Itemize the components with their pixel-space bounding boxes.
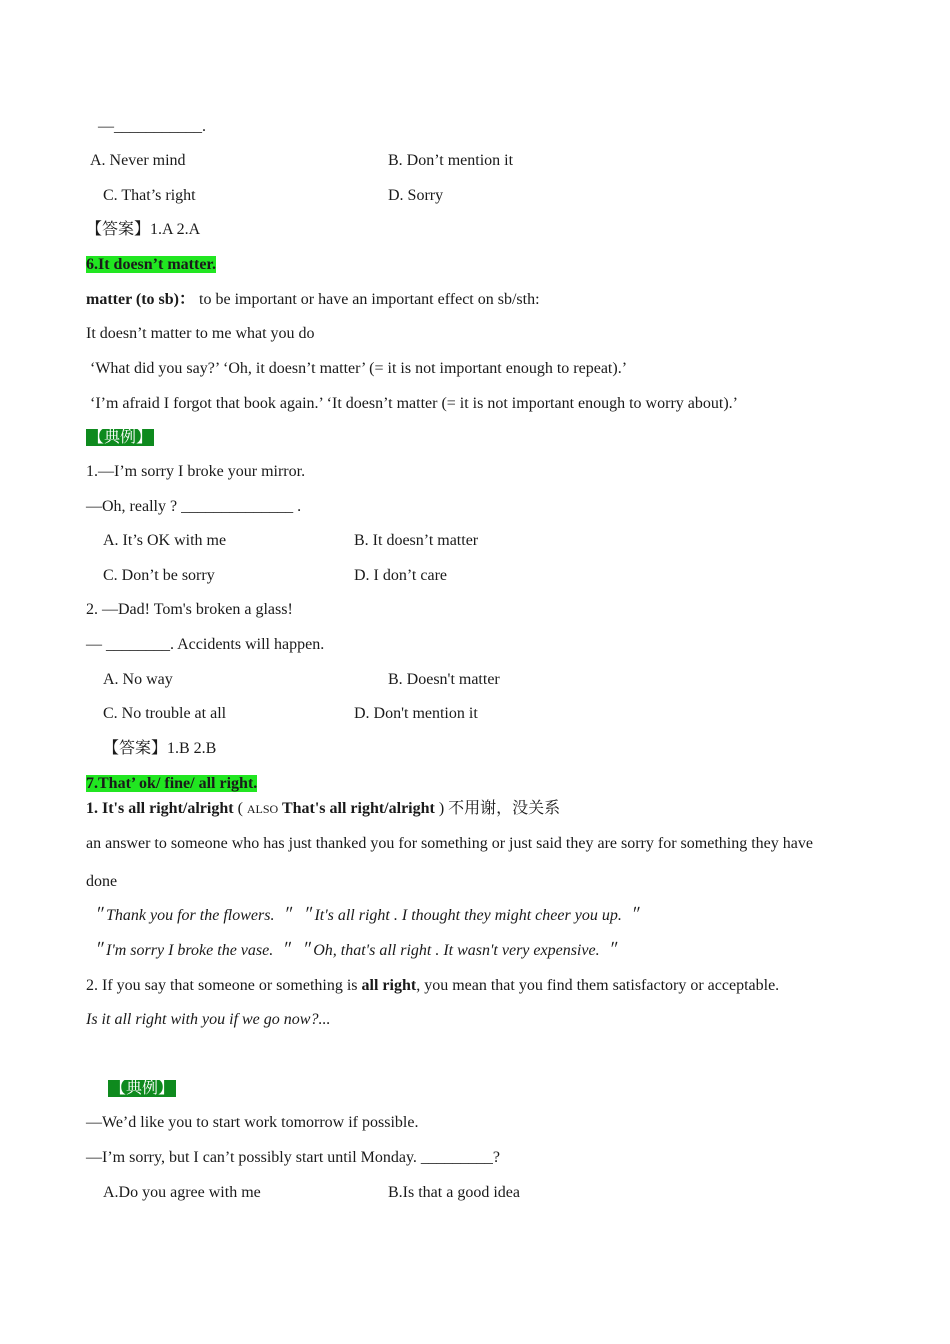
s7-q-option-a: A.Do you agree with me [103,1184,261,1201]
prev-answer: 【答案】1.A 2.A [86,221,201,238]
s6-q1-option-d: D. I don’t care [354,567,447,584]
prev-question-blank: —___________. [98,118,206,135]
section-6-definition [86,290,540,310]
s7-q-stem: —We’d like you to start work tomorrow if possible. [86,1114,419,1131]
s6-q1-stem: 1.—I’m sorry I broke your mirror. [86,463,306,480]
point-2-post: , you mean that you find them satisfactory or acceptable. [416,977,780,994]
section-7-definition-line-1: an answer to someone who has just thanked you for something or just said they are sorry for something they have [86,835,813,852]
s7-q-option-b: B.Is that a good idea [388,1184,520,1201]
point-2-pre: 2. If you say that someone or something is [86,977,362,994]
section-7-tag [108,1079,176,1099]
s6-q1-option-a: A. It’s OK with me [103,532,227,549]
section-7-point-2-example: Is it all right with you if we go now?... [86,1011,331,1028]
s6-q1-line2: —Oh, really ? ______________ . [86,498,302,515]
point-1-also: ALSO [246,802,279,816]
section-6-example-1: It doesn’t matter to me what you do [86,325,315,342]
s6-q2-option-d: D. Don't mention it [354,705,478,722]
point-1-term: 1. It's all right/alright [86,800,234,817]
prev-option-d: D. Sorry [388,187,444,204]
s6-q1-option-c: C. Don’t be sorry [103,567,215,584]
example-tag: 【典例】 [110,1080,175,1097]
prev-option-b: B. Don’t mention it [388,152,514,169]
prev-option-a: A. Never mind [90,152,186,169]
point-1-paren: ( [233,800,247,817]
section-7-heading-text: 7.That’ ok/ fine/ all right. [86,775,258,792]
s6-q1-option-b: B. It doesn’t matter [354,532,479,549]
s6-q2-option-c: C. No trouble at all [103,705,227,722]
prev-option-c: C. That’s right [103,187,196,204]
s6-answer: 【答案】1.B 2.B [103,740,217,757]
s6-q2-option-a: A. No way [103,671,173,688]
section-6-heading [86,255,216,275]
s7-q-line2: —I’m sorry, but I can’t possibly start until Monday. _________? [86,1149,501,1166]
section-7-definition-line-2: done [86,873,118,890]
point-1-chinese: ) 不用谢，没关系 [434,800,561,817]
point-1-term-2: That's all right/alright [278,800,435,817]
section-6-tag [86,428,154,448]
example-tag: 【典例】 [88,429,153,446]
section-7-point-2 [86,976,779,996]
s6-q2-line2: — ________. Accidents will happen. [86,636,325,653]
s6-q2-option-b: B. Doesn't matter [388,671,500,688]
section-7-heading [86,774,257,794]
definition-text: to be important or have an important effect on sb/sth: [195,291,540,308]
section-6-example-2: ‘What did you say?’ ‘Oh, it doesn’t matter’ (= it is not important enough to repeat).’ [90,360,628,377]
s6-q2-stem: 2. —Dad! Tom's broken a glass! [86,601,293,618]
section-7-example-2: ＂I'm sorry I broke the vase. ＂ ＂Oh, that's all right . It wasn't very expensive. ＂ [90,942,620,959]
section-6-heading-text: 6.It doesn’t matter. [86,256,217,273]
section-6-example-3: ‘I’m afraid I forgot that book again.’ ‘It doesn’t matter (= it is not important enough to worry about).’ [90,395,738,412]
section-7-point-1 [86,799,560,819]
point-2-term: all right [361,977,417,994]
section-7-example-1: ＂Thank you for the flowers. ＂ ＂It's all right . I thought they might cheer you up. ＂ [90,907,642,924]
definition-term: matter (to sb)： [86,291,196,308]
